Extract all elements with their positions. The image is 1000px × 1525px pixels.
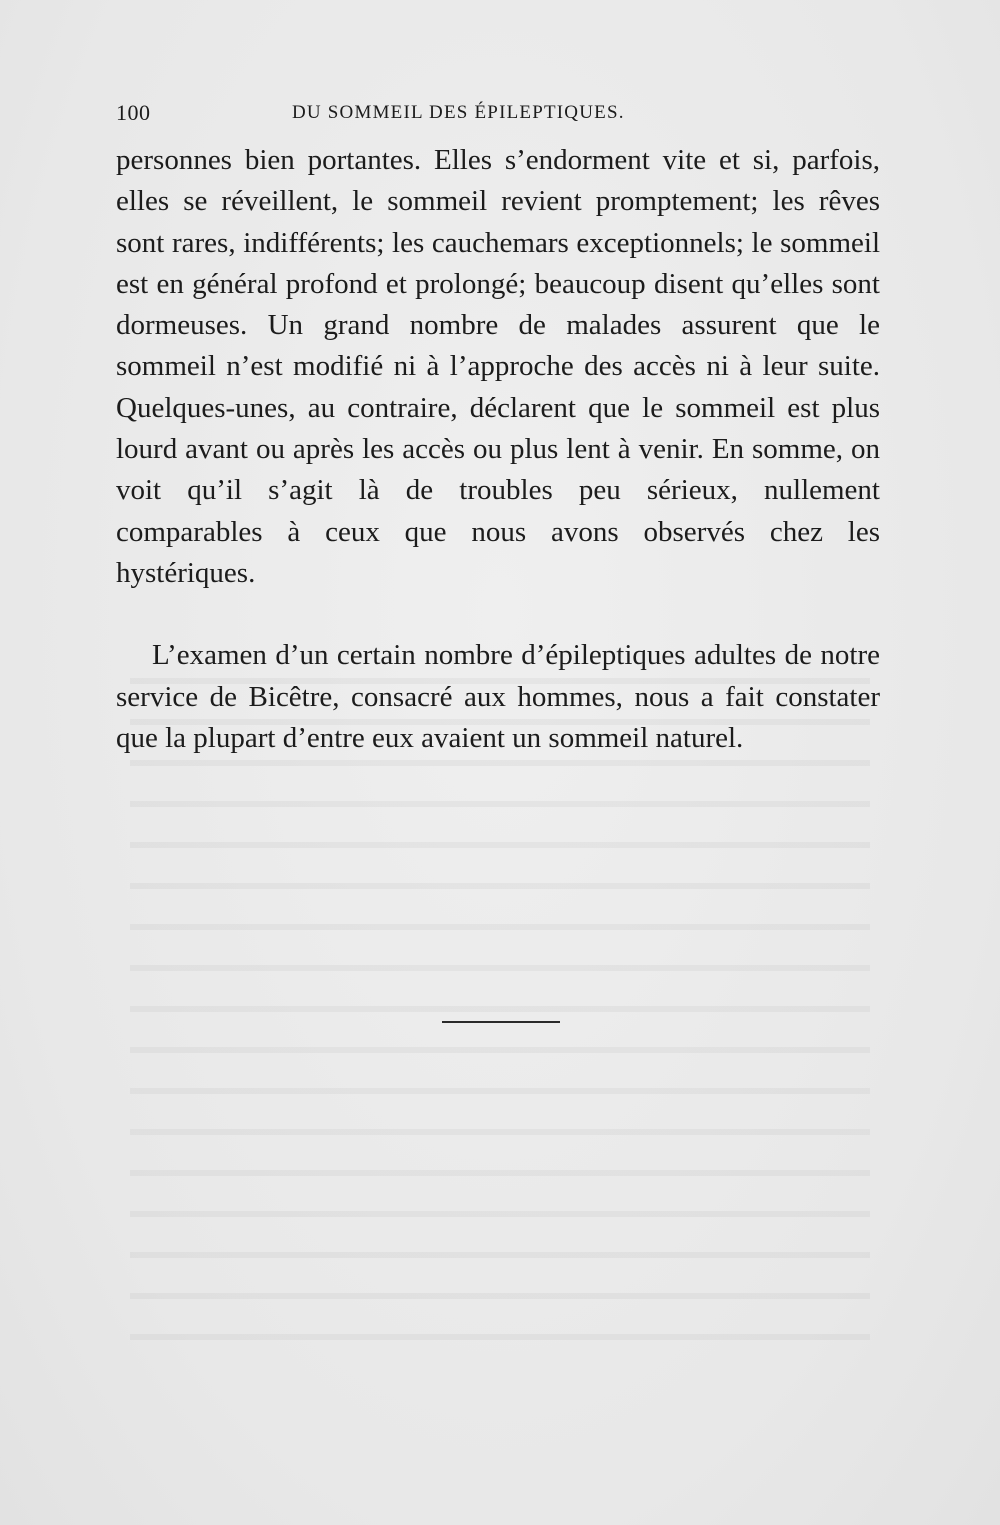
- section-end-rule: [442, 1021, 560, 1023]
- running-title: DU SOMMEIL DES ÉPILEPTIQUES.: [292, 102, 625, 123]
- paragraph-2: L’examen d’un certain nombre d’épileptiques adultes de notre service de Bicêtre, consacré aux hommes, nous a fait constater que la plupart d’entre eux avaient un sommeil naturel.: [116, 639, 880, 754]
- paragraph-1: personnes bien portantes. Elles s’endorment vite et si, parfois, elles se réveillent, le sommeil revient promptement; les rêves sont rares, indifférents; les cauchemars exceptionnels; le sommeil est en général profond et prolongé; beaucoup disent qu’elles sont dormeuses. Un grand nombre de malades assurent que le sommeil n’est modifié ni à l’approche des accès ni à leur suite. Quelques-unes, au contraire, déclarent que le sommeil est plus lourd avant ou après les accès ou plus lent à venir. En somme, on voit qu’il s’agit là de troubles peu sérieux, nullement comparables à ceux que nous avons observés chez les hystériques.: [116, 144, 880, 589]
- page-number: 100: [116, 100, 151, 125]
- body-text: [116, 140, 880, 759]
- page-header: [116, 100, 880, 132]
